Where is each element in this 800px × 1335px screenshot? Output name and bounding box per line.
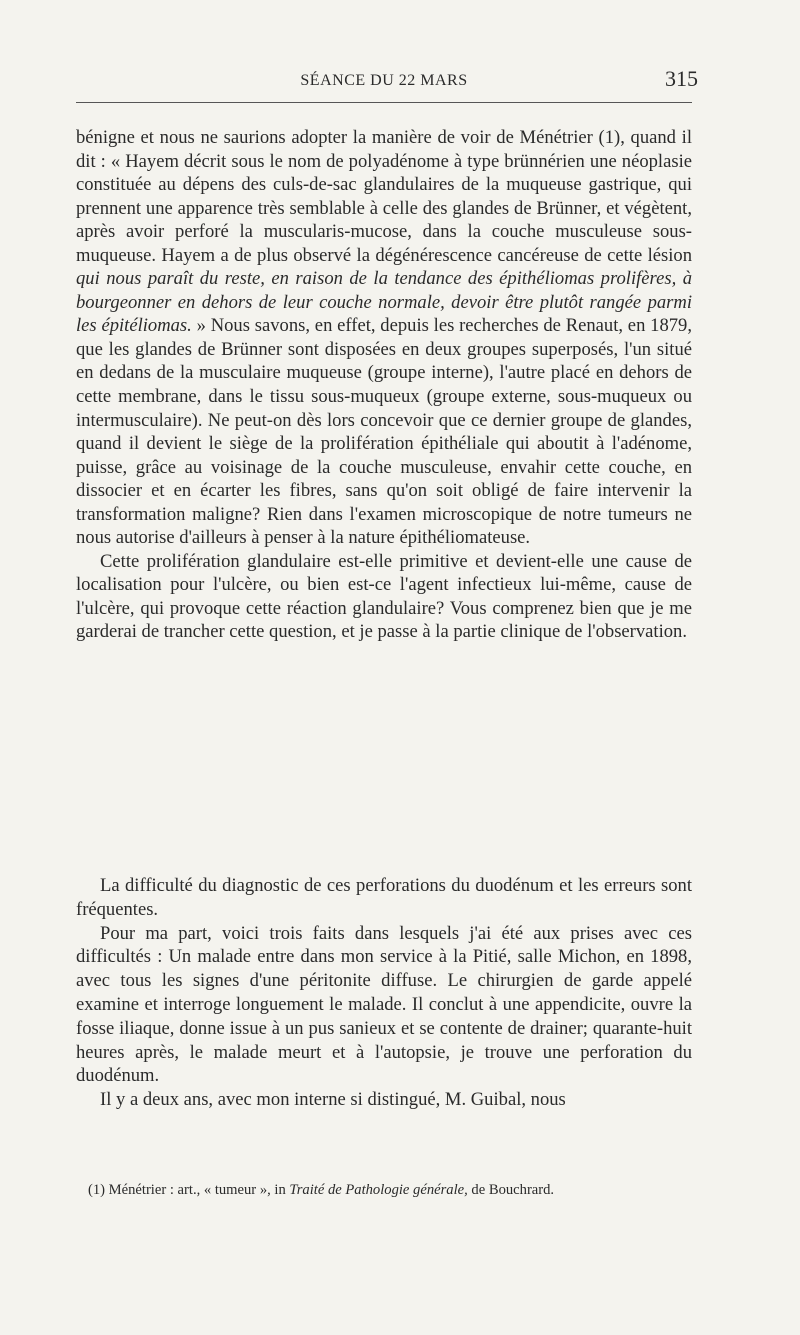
paragraph-4: Pour ma part, voici trois faits dans lesquels j'ai été aux prises avec ces difficultés : Un malade entre dans mon service à la Pitié, salle Michon, en 1898, avec tous les signes d'une péritonite diffuse. Le chirurgien de garde appelé examine et interroge longuement le malade. Il conclut à une appendicite, ouvre la fosse iliaque, donne issue à un pus sanieux et se contente de drainer; quarante-huit heures après, le malade meurt et à l'autopsie, je trouve une perforation du duodénum.	[76, 922, 692, 1087]
header-rule	[76, 102, 692, 103]
footnote-text-a: (1) Ménétrier : art., « tumeur », in	[88, 1182, 290, 1198]
paragraph-1-italic: qui nous paraît du reste, en raison de la tendance des épithéliomas prolifères, à bourgeonner en dehors de leur couche normale, devoir être plutôt rangée parmi les épitéliomas.	[76, 268, 692, 337]
paragraph-1	[76, 126, 692, 550]
page-number: 315	[665, 66, 698, 91]
paragraph-1-text-a: bénigne et nous ne saurions adopter la manière de voir de Ménétrier (1), quand il dit : « Hayem décrit sous le nom de polyadénome à type brünnérien une néoplasie constituée au dépens des culs-de-sac glandulaires de la muqueuse gastrique, qui prennent une apparence très semblable à celle des glandes de Brünner, et végètent, après avoir perforé la muscularis-mucose, dans la couche musculeuse sous-muqueuse. Hayem a de plus observé la dégénérescence cancéreuse de cette lésion	[76, 127, 692, 266]
paragraph-3: La difficulté du diagnostic de ces perforations du duodénum et les erreurs sont fréquentes.	[76, 875, 692, 920]
paragraph-5: Il y a deux ans, avec mon interne si distingué, M. Guibal, nous	[100, 1089, 566, 1111]
body-text-bottom	[76, 874, 692, 1112]
footnote-text-b: de Bouchrard.	[467, 1182, 555, 1198]
footnote-italic: Traité de Pathologie générale,	[289, 1182, 468, 1198]
footnote	[88, 1180, 692, 1200]
body-text-top	[76, 126, 692, 644]
paragraph-2: Cette prolifération glandulaire est-elle primitive et devient-elle une cause de localisation pour l'ulcère, ou bien est-ce l'agent infectieux lui-même, cause de l'ulcère, qui provoque cette réaction glandulaire? Vous comprenez bien que je me garderai de trancher cette question, et je passe à la partie clinique de l'observation.	[76, 550, 692, 643]
paragraph-1-text-b: » Nous savons, en effet, depuis les recherches de Renaut, en 1879, que les glandes de Brünner sont disposées en deux groupes superposés, l'un situé en dedans de la musculaire muqueuse (groupe interne), l'autre placé en dehors de cette membrane, dans le tissu sous-muqueux (groupe externe, sous-muqueux ou intermusculaire). Ne peut-on dès lors concevoir que ce dernier groupe de glandes, quand il devient le siège de la prolifération épithéliale qui aboutit à l'adénome, puisse, grâce au voisinage de la couche musculeuse, envahir cette couche, en dissocier et en écarter les fibres, sans qu'on soit obligé de faire intervenir la transformation maligne? Rien dans l'examen microscopique de notre tumeurs ne nous autorise d'ailleurs à penser à la nature épithéliomateuse.	[76, 315, 692, 549]
page	[76, 62, 698, 1198]
running-head: SÉANCE DU 22 MARS	[300, 72, 468, 89]
page-header	[76, 62, 698, 92]
